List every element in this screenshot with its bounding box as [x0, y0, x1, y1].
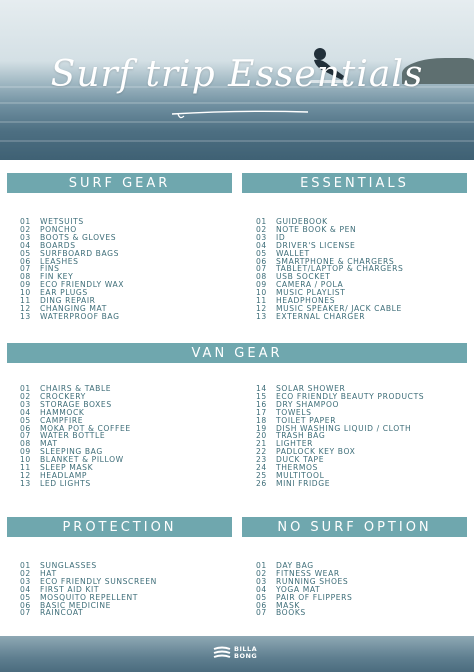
item-label: MOKA POT & COFFEE	[40, 423, 131, 433]
item-number: 07	[20, 431, 31, 441]
van-gear-list-left	[20, 385, 131, 488]
item-number: 12	[20, 470, 31, 480]
item-number: 07	[256, 608, 267, 618]
item-number: 06	[256, 256, 267, 266]
item-label: FIN KEY	[40, 272, 74, 282]
list-item	[20, 258, 124, 266]
item-label: HEADPHONES	[276, 296, 336, 306]
item-label: CAMPFIRE	[40, 415, 84, 425]
list-item	[20, 432, 131, 440]
item-label: SURFBOARD BAGS	[40, 248, 120, 258]
list-item	[256, 594, 352, 602]
item-number: 13	[20, 311, 31, 321]
item-number: 06	[256, 600, 267, 610]
item-number: 05	[20, 415, 31, 425]
item-number: 12	[20, 303, 31, 313]
essentials-list	[256, 218, 403, 321]
item-label: PONCHO	[40, 224, 77, 234]
item-number: 02	[20, 224, 31, 234]
list-item	[20, 609, 157, 617]
item-number: 21	[256, 439, 267, 449]
item-label: TRASH BAG	[276, 431, 326, 441]
item-number: 09	[20, 447, 31, 457]
item-label: WALLET	[276, 248, 310, 258]
item-label: BOOKS	[276, 608, 306, 618]
item-label: HAT	[40, 568, 57, 578]
billabong-wave-icon	[213, 646, 231, 660]
item-number: 05	[20, 248, 31, 258]
essentials-heading: ESSENTIALS	[242, 173, 467, 193]
van-gear-list-right	[256, 385, 424, 488]
item-label: MUSIC PLAYLIST	[276, 288, 346, 298]
item-number: 01	[20, 384, 31, 393]
item-number: 10	[20, 455, 31, 465]
item-label: CHAIRS & TABLE	[40, 384, 112, 393]
item-number: 01	[20, 561, 31, 570]
protection-list	[20, 562, 157, 617]
item-number: 06	[20, 423, 31, 433]
item-number: 01	[256, 217, 267, 226]
brand-line-2: BONG	[234, 652, 258, 660]
item-label: DING REPAIR	[40, 296, 96, 306]
item-number: 02	[20, 391, 31, 401]
item-number: 22	[256, 447, 267, 457]
item-number: 04	[20, 240, 31, 250]
item-label: BOOTS & GLOVES	[40, 232, 117, 242]
item-label: CAMERA / POLA	[276, 280, 344, 290]
item-label: THERMOS	[276, 463, 318, 473]
item-number: 07	[20, 264, 31, 274]
item-number: 15	[256, 391, 267, 401]
item-number: 12	[256, 303, 267, 313]
item-label: GUIDEBOOK	[276, 217, 328, 226]
list-item	[256, 480, 424, 488]
item-number: 10	[256, 288, 267, 298]
item-label: BLANKET & PILLOW	[40, 455, 124, 465]
item-label: LEASHES	[40, 256, 79, 266]
list-item	[256, 313, 403, 321]
hero-ocean-photo	[0, 0, 474, 160]
item-label: CROCKERY	[40, 391, 86, 401]
item-label: MINI FRIDGE	[276, 478, 331, 488]
item-label: CHANGING MAT	[40, 303, 107, 313]
item-label: USB SOCKET	[276, 272, 331, 282]
item-number: 10	[20, 288, 31, 298]
item-label: HAMMOCK	[40, 407, 85, 417]
item-number: 06	[20, 600, 31, 610]
item-label: EXTERNAL CHARGER	[276, 311, 366, 321]
item-number: 16	[256, 399, 267, 409]
item-number: 20	[256, 431, 267, 441]
item-label: SMARTPHONE & CHARGERS	[276, 256, 395, 266]
item-number: 13	[20, 478, 31, 488]
item-number: 03	[256, 576, 267, 586]
item-number: 03	[20, 399, 31, 409]
list-item	[20, 313, 124, 321]
item-label: SUNGLASSES	[40, 561, 97, 570]
item-number: 04	[256, 584, 267, 594]
item-label: DRIVER'S LICENSE	[276, 240, 356, 250]
surf-gear-heading: SURF GEAR	[7, 173, 232, 193]
item-label: DUCK TAPE	[276, 455, 325, 465]
item-label: WATERPROOF BAG	[40, 311, 120, 321]
no-surf-option-heading: NO SURF OPTION	[242, 517, 467, 537]
item-number: 09	[256, 280, 267, 290]
item-number: 08	[256, 272, 267, 282]
item-number: 05	[20, 592, 31, 602]
item-label: SLEEP MASK	[40, 463, 94, 473]
item-label: LIGHTER	[276, 439, 313, 449]
item-number: 01	[20, 217, 31, 226]
item-label: MULTITOOL	[276, 470, 325, 480]
item-number: 04	[20, 407, 31, 417]
item-label: WETSUITS	[40, 217, 84, 226]
item-number: 25	[256, 470, 267, 480]
item-label: MAT	[40, 439, 58, 449]
item-number: 04	[20, 584, 31, 594]
item-label: DRY SHAMPOO	[276, 399, 340, 409]
item-label: DAY BAG	[276, 561, 314, 570]
item-number: 03	[20, 576, 31, 586]
item-number: 11	[20, 296, 31, 306]
item-label: TABLET/LAPTOP & CHARGERS	[276, 264, 404, 274]
item-label: RAINCOAT	[40, 608, 84, 618]
item-number: 04	[256, 240, 267, 250]
item-number: 03	[20, 232, 31, 242]
item-label: FINS	[40, 264, 60, 274]
item-label: YOGA MAT	[276, 584, 321, 594]
item-label: HEADLAMP	[40, 470, 88, 480]
item-number: 13	[256, 311, 267, 321]
item-number: 24	[256, 463, 267, 473]
item-number: 02	[256, 224, 267, 234]
item-number: 02	[20, 568, 31, 578]
item-label: ID	[276, 232, 286, 242]
list-item	[20, 480, 131, 488]
item-label: ECO FRIENDLY SUNSCREEN	[40, 576, 157, 586]
item-number: 11	[20, 463, 31, 473]
item-label: FITNESS WEAR	[276, 568, 340, 578]
item-label: TOWELS	[276, 407, 312, 417]
item-label: MOSQUITO REPELLENT	[40, 592, 138, 602]
item-number: 06	[20, 256, 31, 266]
item-number: 01	[256, 561, 267, 570]
item-label: TOILET PAPER	[276, 415, 337, 425]
item-number: 08	[20, 439, 31, 449]
item-number: 11	[256, 296, 267, 306]
item-label: ECO FRIENDLY BEAUTY PRODUCTS	[276, 391, 425, 401]
item-label: PAIR OF FLIPPERS	[276, 592, 353, 602]
item-number: 26	[256, 478, 267, 488]
surfboard-underline-icon	[170, 104, 310, 122]
item-number: 17	[256, 407, 267, 417]
item-number: 05	[256, 592, 267, 602]
protection-heading: PROTECTION	[7, 517, 232, 537]
item-number: 07	[20, 608, 31, 618]
item-label: SLEEPING BAG	[40, 447, 103, 457]
item-label: BOARDS	[40, 240, 76, 250]
item-number: 18	[256, 415, 267, 425]
item-label: LED LIGHTS	[40, 478, 91, 488]
item-label: RUNNING SHOES	[276, 576, 349, 586]
page-title: Surf trip Essentials	[50, 54, 424, 95]
item-label: WATER BOTTLE	[40, 431, 106, 441]
brand-logo	[213, 646, 257, 660]
item-number: 08	[20, 272, 31, 282]
item-label: MASK	[276, 600, 300, 610]
item-number: 05	[256, 248, 267, 258]
item-number: 23	[256, 455, 267, 465]
item-number: 02	[256, 568, 267, 578]
item-label: DISH WASHING LIQUID / CLOTH	[276, 423, 412, 433]
item-label: FIRST AID KIT	[40, 584, 100, 594]
brand-line-1: BILLA	[234, 645, 258, 653]
item-label: BASIC MEDICINE	[40, 600, 112, 610]
item-label: STORAGE BOXES	[40, 399, 112, 409]
item-number: 14	[256, 384, 267, 393]
item-number: 03	[256, 232, 267, 242]
item-number: 09	[20, 280, 31, 290]
item-label: ECO FRIENDLY WAX	[40, 280, 125, 290]
surf-gear-list	[20, 218, 124, 321]
list-item	[256, 609, 352, 617]
item-number: 07	[256, 264, 267, 274]
item-label: PADLOCK KEY BOX	[276, 447, 356, 457]
item-label: SOLAR SHOWER	[276, 384, 346, 393]
item-number: 19	[256, 423, 267, 433]
item-label: NOTE BOOK & PEN	[276, 224, 357, 234]
no-surf-option-list	[256, 562, 352, 617]
item-label: MUSIC SPEAKER/ JACK CABLE	[276, 303, 402, 313]
item-label: EAR PLUGS	[40, 288, 88, 298]
van-gear-heading: VAN GEAR	[7, 343, 467, 363]
